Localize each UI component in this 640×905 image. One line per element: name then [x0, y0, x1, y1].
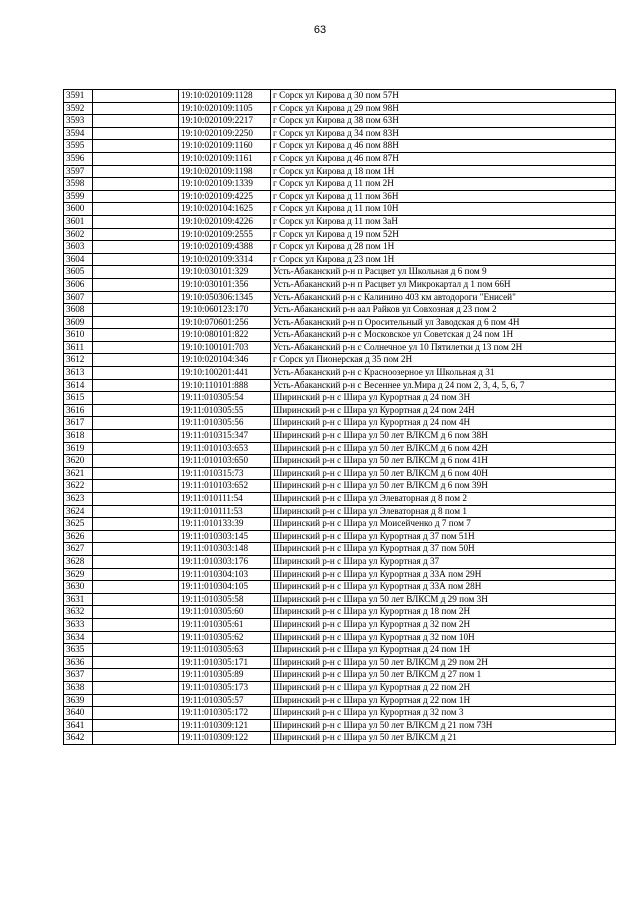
- row-number-cell: 3618: [64, 430, 93, 443]
- row-number-cell: 3623: [64, 493, 93, 506]
- table-row: [64, 404, 616, 417]
- address-cell: Ширинский р-н с Шира ул Курортная д 22 пом 2Н: [271, 681, 616, 694]
- blank-cell: [93, 555, 179, 568]
- blank-cell: [93, 694, 179, 707]
- blank-cell: [93, 518, 179, 531]
- table-row: [64, 530, 616, 543]
- table-row: [64, 291, 616, 304]
- row-number-cell: 3638: [64, 681, 93, 694]
- table-row: [64, 707, 616, 720]
- row-number-cell: 3616: [64, 404, 93, 417]
- table-row: [64, 253, 616, 266]
- blank-cell: [93, 505, 179, 518]
- address-cell: Ширинский р-н с Шира ул 50 лет ВЛКСМ д 21: [271, 732, 616, 745]
- blank-cell: [93, 178, 179, 191]
- blank-cell: [93, 681, 179, 694]
- address-cell: Ширинский р-н с Шира ул 50 лет ВЛКСМ д 6 пом 41Н: [271, 455, 616, 468]
- row-number-cell: 3615: [64, 392, 93, 405]
- row-number-cell: 3596: [64, 152, 93, 165]
- row-number-cell: 3636: [64, 656, 93, 669]
- row-number-cell: 3611: [64, 341, 93, 354]
- blank-cell: [93, 467, 179, 480]
- row-number-cell: 3637: [64, 669, 93, 682]
- address-cell: Ширинский р-н с Шира ул Курортная д 37: [271, 555, 616, 568]
- blank-cell: [93, 669, 179, 682]
- row-number-cell: 3607: [64, 291, 93, 304]
- row-number-cell: 3612: [64, 354, 93, 367]
- cadastral-number-cell: 19:11:010305:62: [179, 631, 271, 644]
- row-number-cell: 3621: [64, 467, 93, 480]
- table-row: [64, 379, 616, 392]
- table-row: [64, 190, 616, 203]
- cadastral-number-cell: 19:10:020109:2217: [179, 115, 271, 128]
- blank-cell: [93, 732, 179, 745]
- cadastral-number-cell: 19:10:020109:1128: [179, 90, 271, 103]
- cadastral-number-cell: 19:11:010304:105: [179, 581, 271, 594]
- address-cell: Усть-Абаканский р-н п Расцвет ул Школьная д 6 пом 9: [271, 266, 616, 279]
- blank-cell: [93, 253, 179, 266]
- table-row: [64, 165, 616, 178]
- blank-cell: [93, 278, 179, 291]
- cadastral-number-cell: 19:10:020109:2250: [179, 127, 271, 140]
- row-number-cell: 3620: [64, 455, 93, 468]
- row-number-cell: 3639: [64, 694, 93, 707]
- blank-cell: [93, 430, 179, 443]
- table-row: [64, 656, 616, 669]
- cadastral-number-cell: 19:11:010305:55: [179, 404, 271, 417]
- blank-cell: [93, 568, 179, 581]
- table-row: [64, 618, 616, 631]
- blank-cell: [93, 417, 179, 430]
- address-cell: Ширинский р-н с Шира ул Курортная д 24 пом 24Н: [271, 404, 616, 417]
- table-row: [64, 442, 616, 455]
- table-row: [64, 140, 616, 153]
- row-number-cell: 3597: [64, 165, 93, 178]
- cadastral-number-cell: 19:10:020109:1198: [179, 165, 271, 178]
- address-cell: Усть-Абаканский р-н п Расцвет ул Микрокартал д 1 пом 66Н: [271, 278, 616, 291]
- table-row: [64, 102, 616, 115]
- table-row: [64, 417, 616, 430]
- row-number-cell: 3600: [64, 203, 93, 216]
- table-row: [64, 215, 616, 228]
- table-row: [64, 467, 616, 480]
- address-cell: Ширинский р-н с Шира ул Курортная д 37 пом 50Н: [271, 543, 616, 556]
- table-row: [64, 480, 616, 493]
- address-cell: Ширинский р-н с Шира ул Курортная д 24 пом 4Н: [271, 417, 616, 430]
- table-row: [64, 341, 616, 354]
- table-row: [64, 606, 616, 619]
- page-number: 63: [313, 24, 327, 36]
- table-row: [64, 115, 616, 128]
- row-number-cell: 3599: [64, 190, 93, 203]
- blank-cell: [93, 90, 179, 103]
- cadastral-number-cell: 19:11:010305:171: [179, 656, 271, 669]
- blank-cell: [93, 102, 179, 115]
- cadastral-number-cell: 19:10:110101:888: [179, 379, 271, 392]
- address-cell: г Сорск ул Кирова д 11 пом 2Н: [271, 178, 616, 191]
- address-cell: г Сорск ул Кирова д 18 пом 1Н: [271, 165, 616, 178]
- row-number-cell: 3594: [64, 127, 93, 140]
- cadastral-number-cell: 19:10:020109:3314: [179, 253, 271, 266]
- table-row: [64, 555, 616, 568]
- blank-cell: [93, 354, 179, 367]
- row-number-cell: 3592: [64, 102, 93, 115]
- blank-cell: [93, 379, 179, 392]
- blank-cell: [93, 707, 179, 720]
- address-cell: Ширинский р-н с Шира ул Моисейченко д 7 пом 7: [271, 518, 616, 531]
- table-row: [64, 669, 616, 682]
- row-number-cell: 3613: [64, 367, 93, 380]
- address-cell: г Сорск ул Кирова д 28 пом 1Н: [271, 241, 616, 254]
- cadastral-number-cell: 19:10:020109:1161: [179, 152, 271, 165]
- row-number-cell: 3628: [64, 555, 93, 568]
- blank-cell: [93, 304, 179, 317]
- blank-cell: [93, 215, 179, 228]
- cadastral-number-cell: 19:10:020109:4225: [179, 190, 271, 203]
- address-cell: Усть-Абаканский р-н с Калинино 403 км автодороги "Енисей": [271, 291, 616, 304]
- blank-cell: [93, 203, 179, 216]
- table-row: [64, 430, 616, 443]
- table-row: [64, 329, 616, 342]
- address-cell: Усть-Абаканский р-н аал Райков ул Совхозная д 23 пом 2: [271, 304, 616, 317]
- cadastral-number-cell: 19:10:100201:441: [179, 367, 271, 380]
- address-cell: Усть-Абаканский р-н с Московское ул Советская д 24 пом 1Н: [271, 329, 616, 342]
- cadastral-number-cell: 19:10:020109:4388: [179, 241, 271, 254]
- cadastral-number-cell: 19:11:010103:653: [179, 442, 271, 455]
- address-cell: г Сорск ул Кирова д 38 пом 63Н: [271, 115, 616, 128]
- blank-cell: [93, 316, 179, 329]
- cadastral-number-cell: 19:10:020109:1105: [179, 102, 271, 115]
- table-row: [64, 593, 616, 606]
- cadastral-number-cell: 19:11:010315:347: [179, 430, 271, 443]
- table-row: [64, 392, 616, 405]
- table-row: [64, 278, 616, 291]
- cadastral-number-cell: 19:11:010303:148: [179, 543, 271, 556]
- blank-cell: [93, 631, 179, 644]
- address-cell: Ширинский р-н с Шира ул 50 лет ВЛКСМ д 6 пом 38Н: [271, 430, 616, 443]
- table-row: [64, 203, 616, 216]
- cadastral-number-cell: 19:10:020109:1339: [179, 178, 271, 191]
- cadastral-number-cell: 19:10:100101:703: [179, 341, 271, 354]
- cadastral-number-cell: 19:11:010304:103: [179, 568, 271, 581]
- blank-cell: [93, 228, 179, 241]
- row-number-cell: 3624: [64, 505, 93, 518]
- row-number-cell: 3602: [64, 228, 93, 241]
- cadastral-number-cell: 19:10:030101:329: [179, 266, 271, 279]
- cadastral-number-cell: 19:10:020109:2555: [179, 228, 271, 241]
- table-row: [64, 266, 616, 279]
- row-number-cell: 3642: [64, 732, 93, 745]
- table-row: [64, 354, 616, 367]
- address-cell: Ширинский р-н с Шира ул Курортная д 24 пом 3Н: [271, 392, 616, 405]
- address-cell: Ширинский р-н с Шира ул Элеваторная д 8 пом 1: [271, 505, 616, 518]
- row-number-cell: 3641: [64, 719, 93, 732]
- blank-cell: [93, 606, 179, 619]
- address-cell: Усть-Абаканский р-н с Солнечное ул 10 Пятилетки д 13 пом 2Н: [271, 341, 616, 354]
- address-cell: Ширинский р-н с Шира ул Элеваторная д 8 пом 2: [271, 493, 616, 506]
- cadastral-number-cell: 19:10:020104:1625: [179, 203, 271, 216]
- blank-cell: [93, 241, 179, 254]
- address-cell: Ширинский р-н с Шира ул Курортная д 18 пом 2Н: [271, 606, 616, 619]
- blank-cell: [93, 455, 179, 468]
- row-number-cell: 3633: [64, 618, 93, 631]
- address-cell: Ширинский р-н с Шира ул 50 лет ВЛКСМ д 27 пом 1: [271, 669, 616, 682]
- row-number-cell: 3622: [64, 480, 93, 493]
- table-row: [64, 178, 616, 191]
- table-row: [64, 631, 616, 644]
- cadastral-number-cell: 19:11:010133:39: [179, 518, 271, 531]
- table-row: [64, 367, 616, 380]
- row-number-cell: 3608: [64, 304, 93, 317]
- address-cell: Ширинский р-н с Шира ул Курортная д 22 пом 1Н: [271, 694, 616, 707]
- address-cell: Ширинский р-н с Шира ул 50 лет ВЛКСМ д 6 пом 39Н: [271, 480, 616, 493]
- blank-cell: [93, 581, 179, 594]
- blank-cell: [93, 115, 179, 128]
- address-cell: г Сорск ул Кирова д 19 пом 52Н: [271, 228, 616, 241]
- cadastral-number-cell: 19:10:030101:356: [179, 278, 271, 291]
- cadastral-number-cell: 19:10:060123:170: [179, 304, 271, 317]
- address-cell: г Сорск ул Кирова д 46 пом 87Н: [271, 152, 616, 165]
- row-number-cell: 3631: [64, 593, 93, 606]
- table-row: [64, 241, 616, 254]
- table-row: [64, 455, 616, 468]
- blank-cell: [93, 404, 179, 417]
- address-cell: Ширинский р-н с Шира ул Курортная д 32 пом 2Н: [271, 618, 616, 631]
- cadastral-number-cell: 19:10:050306:1345: [179, 291, 271, 304]
- table-row: [64, 316, 616, 329]
- blank-cell: [93, 140, 179, 153]
- row-number-cell: 3591: [64, 90, 93, 103]
- table-row: [64, 518, 616, 531]
- row-number-cell: 3595: [64, 140, 93, 153]
- row-number-cell: 3626: [64, 530, 93, 543]
- cadastral-number-cell: 19:11:010305:57: [179, 694, 271, 707]
- blank-cell: [93, 543, 179, 556]
- address-cell: Ширинский р-н с Шира ул Курортная д 24 пом 1Н: [271, 644, 616, 657]
- registry-table-body: [64, 90, 616, 745]
- cadastral-number-cell: 19:11:010303:145: [179, 530, 271, 543]
- table-row: [64, 543, 616, 556]
- cadastral-number-cell: 19:11:010305:58: [179, 593, 271, 606]
- table-row: [64, 90, 616, 103]
- cadastral-number-cell: 19:10:070601:256: [179, 316, 271, 329]
- blank-cell: [93, 190, 179, 203]
- cadastral-number-cell: 19:10:020104:346: [179, 354, 271, 367]
- blank-cell: [93, 291, 179, 304]
- table-row: [64, 719, 616, 732]
- blank-cell: [93, 493, 179, 506]
- table-row: [64, 493, 616, 506]
- row-number-cell: 3605: [64, 266, 93, 279]
- cadastral-number-cell: 19:11:010305:60: [179, 606, 271, 619]
- row-number-cell: 3609: [64, 316, 93, 329]
- blank-cell: [93, 530, 179, 543]
- row-number-cell: 3632: [64, 606, 93, 619]
- blank-cell: [93, 618, 179, 631]
- row-number-cell: 3598: [64, 178, 93, 191]
- row-number-cell: 3629: [64, 568, 93, 581]
- row-number-cell: 3614: [64, 379, 93, 392]
- cadastral-number-cell: 19:11:010305:54: [179, 392, 271, 405]
- row-number-cell: 3627: [64, 543, 93, 556]
- blank-cell: [93, 152, 179, 165]
- table-row: [64, 505, 616, 518]
- cadastral-number-cell: 19:11:010305:61: [179, 618, 271, 631]
- table-row: [64, 304, 616, 317]
- blank-cell: [93, 480, 179, 493]
- cadastral-number-cell: 19:11:010111:53: [179, 505, 271, 518]
- address-cell: Ширинский р-н с Шира ул Курортная д 32 пом 10Н: [271, 631, 616, 644]
- table-row: [64, 568, 616, 581]
- cadastral-number-cell: 19:11:010305:56: [179, 417, 271, 430]
- cadastral-number-cell: 19:10:020109:4226: [179, 215, 271, 228]
- blank-cell: [93, 644, 179, 657]
- row-number-cell: 3601: [64, 215, 93, 228]
- blank-cell: [93, 165, 179, 178]
- cadastral-number-cell: 19:11:010103:650: [179, 455, 271, 468]
- table-row: [64, 581, 616, 594]
- table-row: [64, 127, 616, 140]
- address-cell: Усть-Абаканский р-н п Оросительный ул Заводская д 6 пом 4Н: [271, 316, 616, 329]
- blank-cell: [93, 593, 179, 606]
- table-row: [64, 732, 616, 745]
- row-number-cell: 3635: [64, 644, 93, 657]
- blank-cell: [93, 266, 179, 279]
- address-cell: Усть-Абаканский р-н с Весеннее ул.Мира д 24 пом 2, 3, 4, 5, 6, 7: [271, 379, 616, 392]
- address-cell: Ширинский р-н с Шира ул 50 лет ВЛКСМ д 29 пом 2Н: [271, 656, 616, 669]
- blank-cell: [93, 341, 179, 354]
- address-cell: г Сорск ул Кирова д 11 пом 10Н: [271, 203, 616, 216]
- address-cell: Ширинский р-н с Шира ул Курортная д 33А пом 29Н: [271, 568, 616, 581]
- row-number-cell: 3593: [64, 115, 93, 128]
- address-cell: г Сорск ул Кирова д 29 пом 98Н: [271, 102, 616, 115]
- blank-cell: [93, 656, 179, 669]
- registry-table: [63, 89, 616, 745]
- row-number-cell: 3604: [64, 253, 93, 266]
- blank-cell: [93, 392, 179, 405]
- address-cell: Ширинский р-н с Шира ул Курортная д 32 пом 3: [271, 707, 616, 720]
- row-number-cell: 3625: [64, 518, 93, 531]
- table-row: [64, 644, 616, 657]
- row-number-cell: 3617: [64, 417, 93, 430]
- table-row: [64, 694, 616, 707]
- row-number-cell: 3603: [64, 241, 93, 254]
- address-cell: Ширинский р-н с Шира ул 50 лет ВЛКСМ д 6 пом 42Н: [271, 442, 616, 455]
- address-cell: Ширинский р-н с Шира ул 50 лет ВЛКСМ д 29 пом 3Н: [271, 593, 616, 606]
- blank-cell: [93, 367, 179, 380]
- cadastral-number-cell: 19:11:010111:54: [179, 493, 271, 506]
- address-cell: Ширинский р-н с Шира ул Курортная д 33А пом 28Н: [271, 581, 616, 594]
- cadastral-number-cell: 19:11:010309:121: [179, 719, 271, 732]
- row-number-cell: 3640: [64, 707, 93, 720]
- address-cell: Ширинский р-н с Шира ул 50 лет ВЛКСМ д 6 пом 40Н: [271, 467, 616, 480]
- cadastral-number-cell: 19:11:010305:173: [179, 681, 271, 694]
- address-cell: г Сорск ул Кирова д 34 пом 83Н: [271, 127, 616, 140]
- address-cell: Ширинский р-н с Шира ул Курортная д 37 пом 51Н: [271, 530, 616, 543]
- cadastral-number-cell: 19:11:010309:122: [179, 732, 271, 745]
- address-cell: г Сорск ул Кирова д 23 пом 1Н: [271, 253, 616, 266]
- cadastral-number-cell: 19:11:010305:63: [179, 644, 271, 657]
- table-row: [64, 228, 616, 241]
- address-cell: Усть-Абаканский р-н с Красноозерное ул Школьная д 31: [271, 367, 616, 380]
- table-row: [64, 152, 616, 165]
- cadastral-number-cell: 19:11:010303:176: [179, 555, 271, 568]
- table-row: [64, 681, 616, 694]
- cadastral-number-cell: 19:10:020109:1160: [179, 140, 271, 153]
- address-cell: г Сорск ул Кирова д 11 пом 3аН: [271, 215, 616, 228]
- row-number-cell: 3619: [64, 442, 93, 455]
- address-cell: г Сорск ул Кирова д 11 пом 36Н: [271, 190, 616, 203]
- cadastral-number-cell: 19:11:010305:89: [179, 669, 271, 682]
- address-cell: г Сорск ул Пионерская д 35 пом 2Н: [271, 354, 616, 367]
- row-number-cell: 3630: [64, 581, 93, 594]
- address-cell: г Сорск ул Кирова д 46 пом 88Н: [271, 140, 616, 153]
- cadastral-number-cell: 19:11:010315:73: [179, 467, 271, 480]
- blank-cell: [93, 719, 179, 732]
- blank-cell: [93, 442, 179, 455]
- blank-cell: [93, 127, 179, 140]
- row-number-cell: 3634: [64, 631, 93, 644]
- row-number-cell: 3610: [64, 329, 93, 342]
- row-number-cell: 3606: [64, 278, 93, 291]
- address-cell: Ширинский р-н с Шира ул 50 лет ВЛКСМ д 21 пом 73Н: [271, 719, 616, 732]
- address-cell: г Сорск ул Кирова д 30 пом 57Н: [271, 90, 616, 103]
- cadastral-number-cell: 19:11:010305:172: [179, 707, 271, 720]
- cadastral-number-cell: 19:10:080101:822: [179, 329, 271, 342]
- blank-cell: [93, 329, 179, 342]
- cadastral-number-cell: 19:11:010103:652: [179, 480, 271, 493]
